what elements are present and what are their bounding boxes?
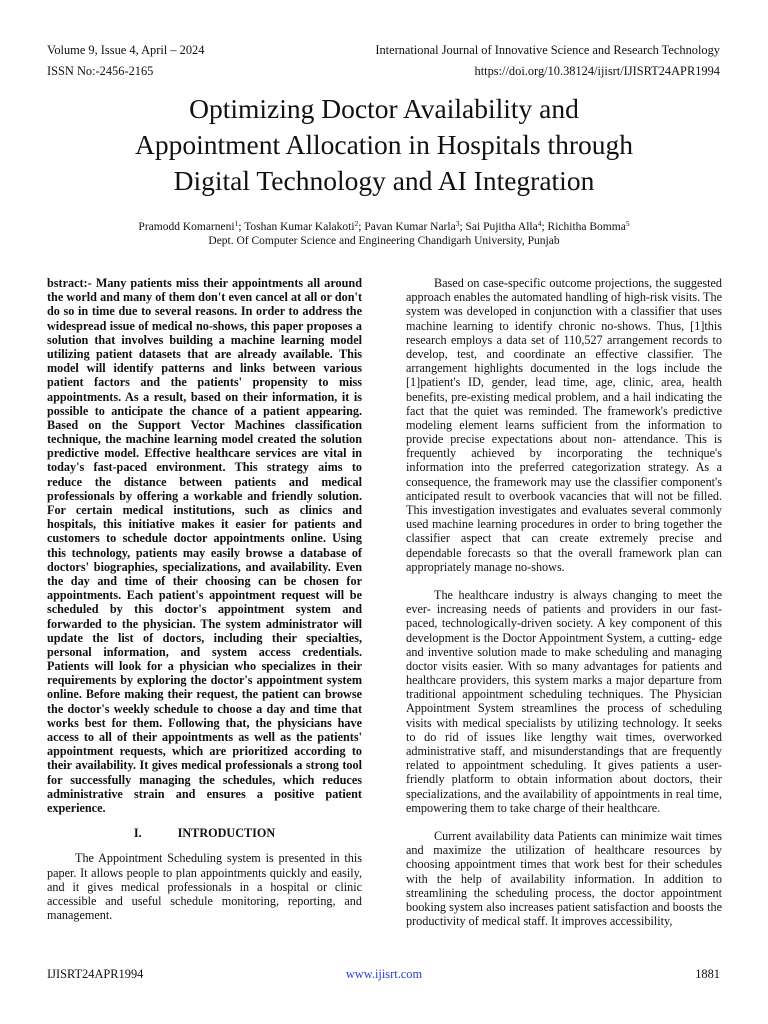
author-list (30, 220, 738, 235)
body-paragraph-2: The healthcare industry is always changing to meet the ever- increasing needs of patients and providers in our fast-paced, technologically-driven society. A key component of this development is the Doctor Appointment System, a cutting- edge and inventive solution made to make scheduling and managing doctor visits easier. With so many advantages for patients and healthcare providers, this system marks a major departure from traditional appointment scheduling techniques. The Physician Appointment System streamlines the process of scheduling visits with medical specialists by utilizing technology. It seeks to do rid of issues like lengthy wait times, overworked administrative staff, and misunderstandings that are frequently related to appointment scheduling. It gives patients a user-friendly platform to obtain information about doctors, their specializations, and the availability of appointments in real time, empowering them to take charge of their healthcare. (406, 587, 722, 815)
left-column (47, 276, 362, 922)
doi-link[interactable]: https://doi.org/10.38124/ijisrt/IJISRT24APR1994 (474, 64, 720, 78)
issn: ISSN No:-2456-2165 (47, 64, 154, 78)
author: Sai Pujitha Alla$^4$; (465, 219, 548, 233)
section-number: I. (133, 826, 142, 841)
footer-paper-code: IJISRT24APR1994 (47, 967, 144, 981)
body-paragraph-1: Based on case-specific outcome projections, the suggested approach enables the automated handling of high-risk visits. The system was developed in conjunction with a classifier that uses machine learning to identify chronic no-shows. Thus, [1]this research employs a data set of 110,527 arrangement records to develop, test, and coordinate an effective classifier. The arrangement highlights documented in the logs include the [1]patient's ID, gender, lead time, age, clinic, area, health benefits, pre-existing medical problem, and a hail indicating the fact that the quiet was reminded. The framework's predictive modeling element learns sufficient from the information to provide precise expectations about non- attendance. This is frequently achieved by incorporating the technique's information into the preferred categorization strategy. As a consequence, the framework may use the classifier component's anticipated result to overbook vacancies that will not be filled. This investigation investigates and evaluates several commonly used machine learning procedures in order to bring together the classifier aspect that can create extremely precise and dependable forecasts so that the overall framework plan can appropriately manage no-shows. (406, 276, 722, 574)
right-column (406, 276, 722, 928)
title-line-3: Digital Technology and AI Integration (173, 165, 595, 196)
page-number: 1881 (695, 967, 720, 981)
title-line-2: Appointment Allocation in Hospitals through (134, 129, 634, 160)
journal-name: International Journal of Innovative Science and Research Technology (375, 43, 720, 57)
affiliation: Dept. Of Computer Science and Engineering Chandigarh University, Punjab (208, 235, 560, 247)
abstract: bstract:- Many patients miss their appointments all around the world and many of them don't even cancel at all or don't do so in time due to several reasons. In order to address the widespread issue of medical no-shows, this paper proposes a solution that involves building a machine learning model utilizing patient datasets that are already available. This model will identify patterns and links between various patient factors and the patients' propensity to miss appointments. As a result, based on their information, it is possible to anticipate the chance of a patient appearing. Based on the Support Vector Machines classification technique, the machine learning model created the solution predictive model. Effective healthcare services are vital in today's fast-paced environment. This strategy aims to reduce the distance between patients and medical professionals by offering a workable and friendly solution. For certain medical institutions, such as clinics and hospitals, this initiative makes it easier for patients and customers to schedule doctor appointments online. Using this technology, patients may easily browse a database of doctors' biographies, specializations, and availability. Even the day and time of their choosing can be chosen for appointments. Each patient's appointment request will be scheduled by this doctor's appointment system and forwarded to the physician. The system administrator will update the list of doctors, including their specialties, personal information, and system access credentials. Patients will look for a physician who specializes in their requirements by exploring the doctor's appointment system online. Before making their request, the patient can browse the doctor's weekly schedule to choose a day and time that works best for them. Following that, the physicians have access to all of their appointments as well as the patients' appointment requests, which are prioritized according to their availability. It gives medical professionals a strong tool for successfully managing the schedules, which reduces administrative strain and ensures a positive patient experience. (47, 276, 362, 815)
title-line-1: Optimizing Doctor Availability and (189, 93, 579, 124)
intro-paragraph: The Appointment Scheduling system is presented in this paper. It allows people to plan appointments quickly and easily, and it gives medical professionals in a hospital or clinic accessible and useful schedule monitoring, reporting, and management. (47, 851, 362, 923)
paper-title (40, 91, 728, 199)
author: Toshan Kumar Kalakoti$^2$; (244, 219, 365, 233)
author: Richitha Bomma$^5$ (547, 219, 630, 233)
footer-website-link[interactable]: www.ijisrt.com (345, 967, 423, 981)
author: Pramodd Komarneni$^1$; (138, 219, 245, 233)
section-title: INTRODUCTION (177, 826, 276, 841)
author: Pavan Kumar Narla$^3$; (364, 219, 466, 233)
section-heading (47, 826, 362, 840)
body-paragraph-3: Current availability data Patients can minimize wait times and maximize the utilization of healthcare resources by choosing appointment times that work best for their schedules with the help of availability information. In addition to streamlining the scheduling process, the doctor appointment booking system also increases patient satisfaction and boosts the productivity of medical staff. It improves accessibility, (406, 828, 722, 929)
volume-issue: Volume 9, Issue 4, April – 2024 (47, 43, 205, 57)
